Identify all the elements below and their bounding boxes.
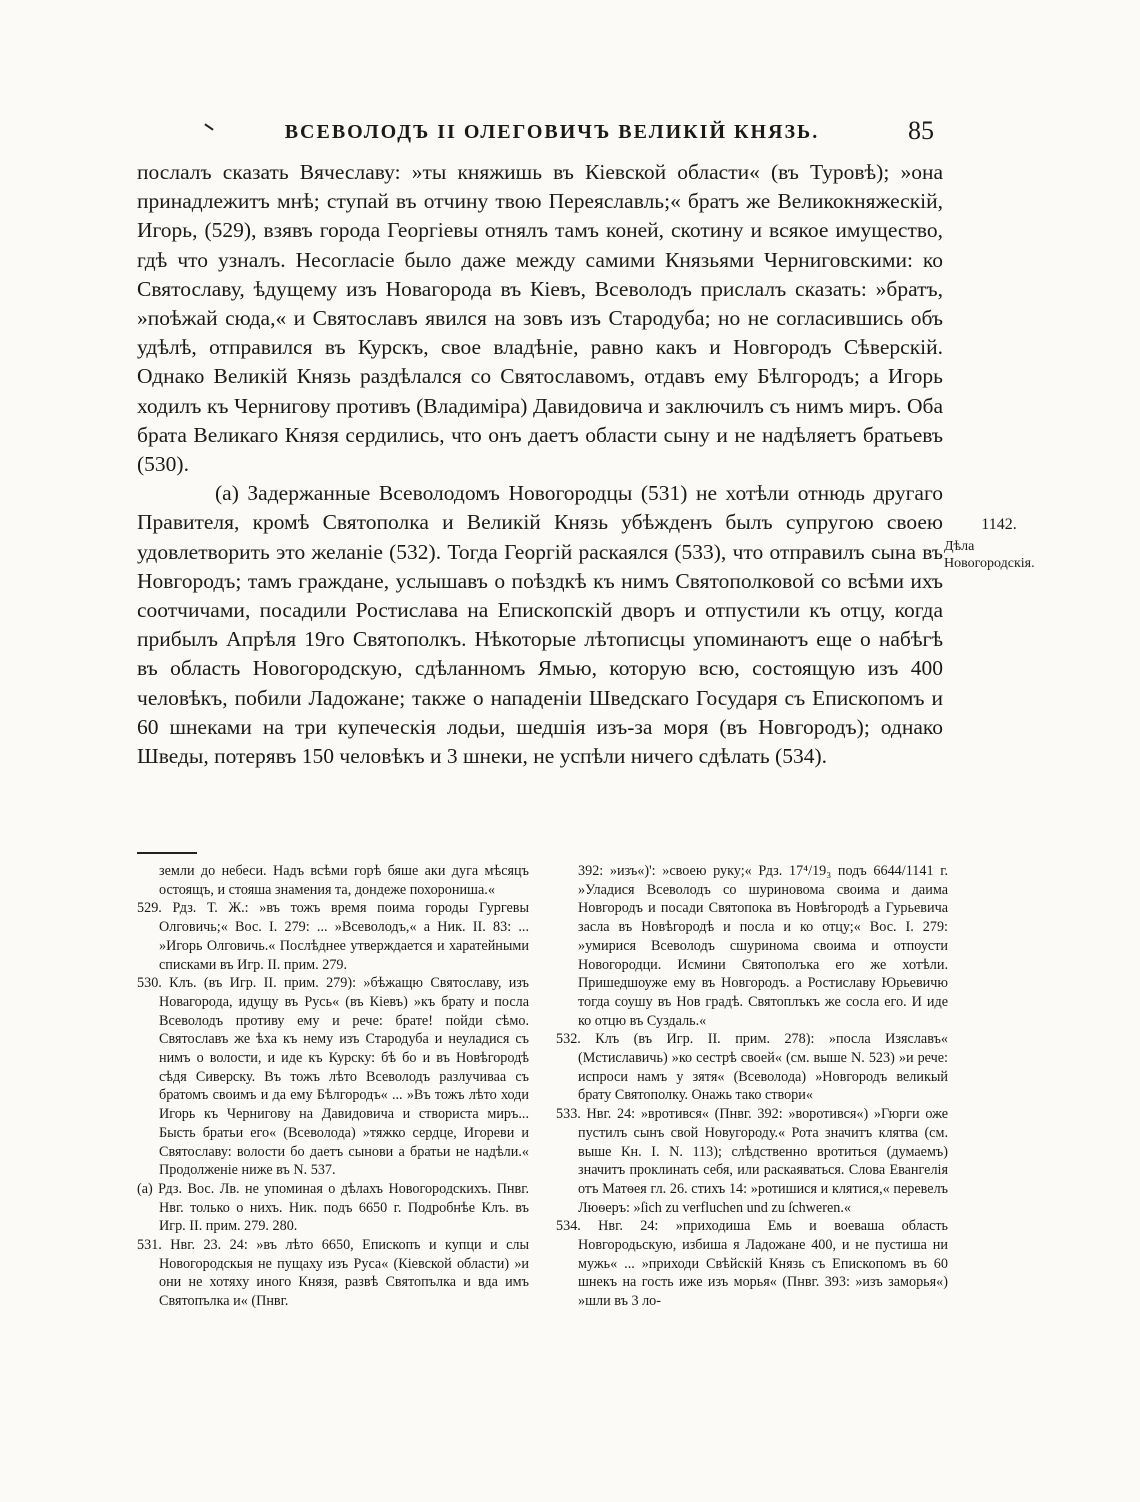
running-title: ВСЕВОЛОДЪ II ОЛЕГОВИЧЪ ВЕЛИКІЙ КНЯЗЬ. <box>284 121 820 143</box>
footnotes-left-column <box>137 862 529 1311</box>
margin-note <box>944 516 1054 572</box>
footnote-533: 533. Нвг. 24: »вротився« (Пнвг. 392: »воротився«) »Гюрги оже пустилъ сынъ свой Новугороду.« Рота значитъ клятва (см. выше Кн. I. N. 113); слѣдственно вротиться (думаемъ) значитъ проклинать себя, или раскаяваться. Слова Евангелія отъ Матѳея гл. 26. стихъ 14: »ротишися и клятися,« перевелъ Люѳеръ: »ſich zu verfluchen und zu ſchweren.« <box>556 1106 948 1216</box>
footnote-531-continuation: 392: »изъ«)': »своею руку;« Рдз. 17⁴/19₃ подъ 6644/1141 г. »Уладися Всеволодъ со шуриновома своима и даима Новгородъ и посади Святопока въ Новѣгородѣ а Гурьевича засла въ Новѣгородѣ и посла и ко отцу;« Вос. I. 279: »умирися Всеволодъ сшуриномa своима и отпоусти Новогородци. Исмини Святополъка его же хотѣли. Пришедшоуже ему въ Новгородъ. а Ростиславу Юрьевичю тогда соушу въ Нов градѣ. Святоплъкъ же сосла его. И иде ко отцю въ Суздаль.« <box>578 863 948 1029</box>
page-header <box>0 118 1140 158</box>
stray-mark <box>204 123 213 130</box>
footnotes-right-column <box>556 862 948 1311</box>
main-text <box>137 158 943 771</box>
footnote-534: 534. Нвг. 24: »приходиша Емь и воеваша область Новгородьскую, избиша я Ладожане 400, и не пустиша ни мужь« ... »приходи Свѣйскій Князь съ Епископомъ въ 60 шнекъ на гость иже изъ морья« (Пнвг. 393: »изъ заморья«) »шли въ 3 ло- <box>556 1218 948 1310</box>
margin-label: Дѣла Новогородскія. <box>944 539 1035 571</box>
footnote-continuation: земли до небеси. Надъ всѣми горѣ бяше аки дуга мѣсяцъ остоящъ, и стояша знамения та, дондеже похорониша.« <box>159 863 529 898</box>
paragraph-2: (a) Задержанные Всеволодомъ Новогородцы (531) не хотѣли отнюдь другаго Правителя, кромѣ Святополка и Великій Князь убѣжденъ былъ супругою своею удовлетворить это желаніе (532). Тогда Георгій раскаялся (533), что отправилъ сына въ Новгородъ; тамъ граждане, услышавъ о поѣздкѣ къ нимъ Святополковой со всѣми ихъ соотчичами, посадили Ростислава на Епископскій дворъ и отпустили къ отцу, когда прибылъ Апрѣля 19го Святополкъ. Нѣкоторые лѣтописцы упоминаютъ еще о набѣгѣ въ область Новогородскую, сдѣланномъ Ямью, которую всю, состоящую изъ 400 человѣкъ, побили Ладожане; также о нападеніи Шведскаго Государя съ Епископомъ и 60 шнеками на три купеческія лодьи, шедшія изъ-за моря (въ Новгородъ); однако Шведы, потерявъ 150 человѣкъ и 3 шнеки, не успѣли ничего сдѣлать (534). <box>137 481 943 769</box>
footnote-529: 529. Рдз. Т. Ж.: »въ тожъ время поима городы Гургевы Олговичь;« Вос. I. 279: ... »Всеволодъ,« а Ник. II. 83: ... »Игорь Олговичь.« Послѣднее утверждается и харатейными списками въ Игр. II. прим. 279. <box>137 900 529 973</box>
footnote-531: 531. Нвг. 23. 24: »въ лѣто 6650, Епископъ и купци и слы Новогородскыя не пущаху изъ Руса« (Кіевской области) »и они не хотяху иного Князя, развѣ Святопълка и вда имъ Святопълка и« (Пнвг. <box>137 1237 529 1310</box>
margin-year: 1142. <box>981 516 1017 533</box>
footnote-divider <box>137 852 197 854</box>
footnote-530: 530. Клъ. (въ Игр. II. прим. 279): »бѣжащю Святославу, изъ Новагорода, идущу въ Русь« (въ Кіевъ) »къ брату и посла Всеволодъ противу ему и рече: брате! пойди сѣмо. Святославъ же ѣха къ нему изъ Стародуба и неуладися съ нимъ о волости, и иде къ Курску: бѣ бо и въ Новѣгородѣ сѣдя Сиверску. Въ тожъ лѣто Всеволодъ разлучиваа съ братомъ своимъ и да ему Бѣлгородъ« ... »Въ тожъ лѣто ходи Игорь къ Чернигову на Давидовича и створиста миръ... Бысть братьи его« (Всеволода) »тяжко сердце, Игореви и Святославу: волости бо даетъ сынови а братьи не надѣли.« Продолженіе ниже въ N. 537. <box>137 975 529 1179</box>
footnote-a: (а) Рдз. Вос. Лв. не упоминая о дѣлахъ Новогородскихъ. Пнвг. Нвг. только о нихъ. Ник. подъ 6650 г. Подробнѣе Клъ. въ Игр. II. прим. 279. 280. <box>137 1180 529 1235</box>
paragraph-1: послалъ сказать Вячеславу: »ты княжишь въ Кіевской области« (въ Туровѣ); »она принадлежитъ мнѣ; ступай въ отчину твою Переяславль;« братъ же Великокняжескій, Игорь, (529), взявъ города Георгіевы отнялъ тамъ коней, скотину и всякое имущество, гдѣ что узналъ. Несогласіе было даже между самими Князьями Черниговскими: ко Святославу, ѣдущему изъ Новагорода въ Кіевъ, Всеволодъ прислалъ сказать: »братъ, »поѣжай сюда,« и Святославъ явился на зовъ изъ Стародуба; но не согласившись объ удѣлѣ, отправился въ Курскъ, свое владѣніе, равно какъ и Новгородъ Сѣверскій. Однако Великій Князь раздѣлался со Святославомъ, отдавъ ему Бѣлгородъ; а Игорь ходилъ къ Чернигову противъ (Владиміра) Давидовича и заключилъ съ нимъ миръ. Оба брата Великаго Князя сердились, что онъ даетъ области сыну и не надѣляетъ братьевъ (530). <box>137 160 943 477</box>
page-number: 85 <box>908 116 934 145</box>
footnote-532: 532. Клъ (въ Игр. II. прим. 278): »посла Изяславъ« (Мстиславичь) »ко сестрѣ своей« (см. выше N. 523) »и рече: испроси намъ у зятя« (Всеволода) »Новгородъ великый брату Святополку. Онажь тако створи« <box>556 1031 948 1104</box>
